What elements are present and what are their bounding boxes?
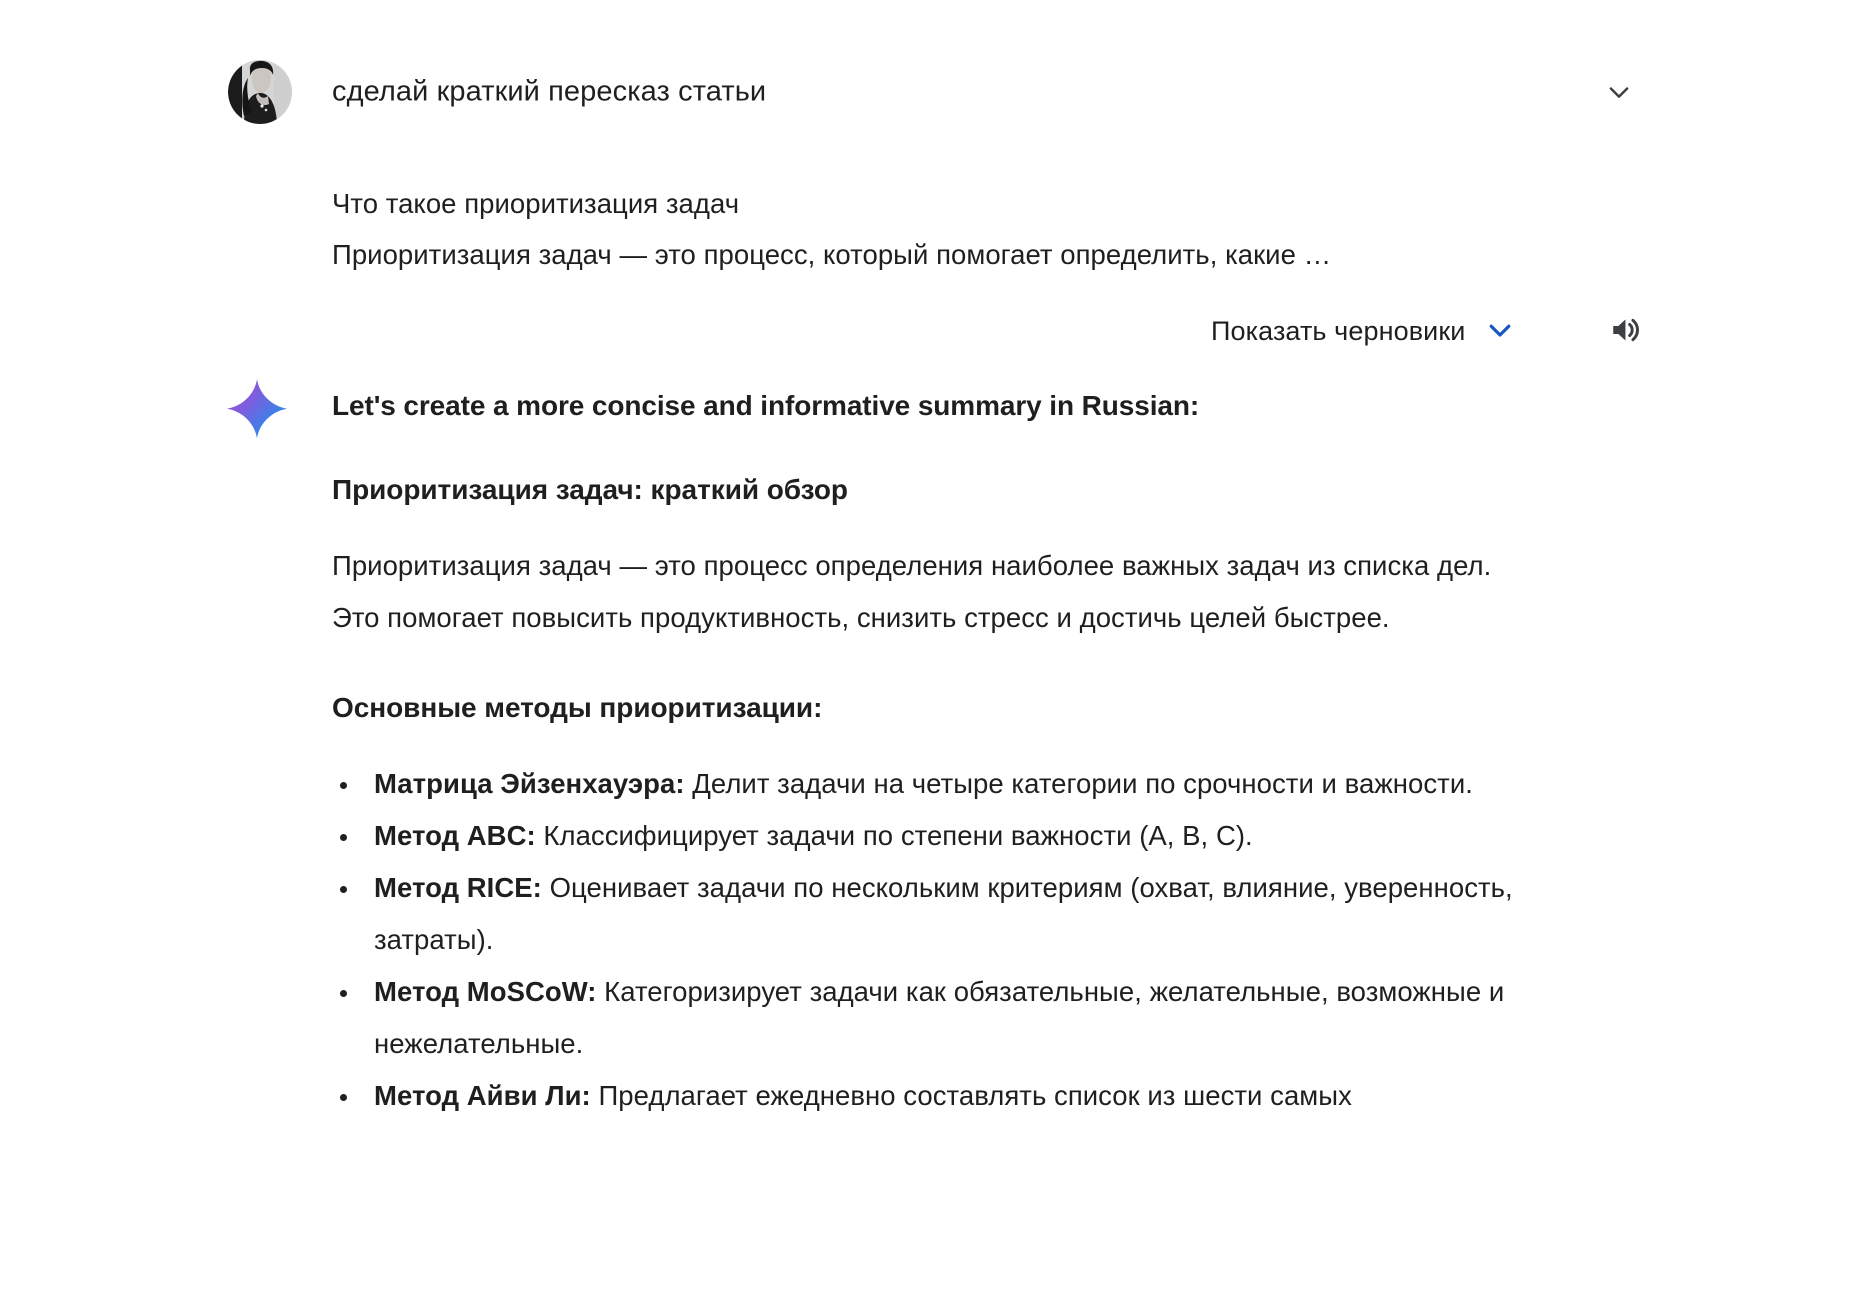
preview-line-1: Что такое приоритизация задач [332, 188, 740, 219]
method-term: Матрица Эйзенхауэра: [374, 768, 685, 799]
response-lead-heading: Let's create a more concise and informative summary in Russian: [332, 390, 1200, 421]
method-description: Предлагает ежедневно составлять список из шести самых [590, 1080, 1352, 1111]
method-description: Классифицирует задачи по степени важности (A, B, C). [535, 820, 1253, 851]
method-term: Метод ABC: [374, 820, 536, 851]
list-item [332, 758, 1592, 810]
read-aloud-button[interactable] [1600, 305, 1652, 357]
collapse-turn-button[interactable] [1596, 70, 1642, 116]
model-response [332, 386, 1592, 1122]
response-paragraph: Приоритизация задач — это процесс определения наиболее важных задач из списка дел. Это помогает повысить продуктивность, снизить стресс и достичь целей быстрее. [332, 550, 1492, 633]
speaker-volume-icon [1609, 313, 1643, 350]
response-section-heading: Приоритизация задач: краткий обзор [332, 474, 848, 505]
gemini-sparkle-icon [226, 378, 288, 440]
user-prompt-text: сделай краткий пересказ статьи [332, 75, 767, 108]
list-item [332, 1070, 1592, 1122]
methods-list [332, 758, 1592, 1122]
method-term: Метод RICE: [374, 872, 542, 903]
method-term: Метод Айви Ли: [374, 1080, 591, 1111]
response-preview [332, 178, 1632, 280]
show-drafts-label: Показать черновики [1211, 315, 1466, 346]
show-drafts-button[interactable] [1211, 305, 1515, 357]
drafts-toolbar [0, 305, 1874, 357]
method-description: Категоризирует задачи как обязательные, желательные, возможные и нежелательные. [374, 976, 1505, 1059]
method-term: Метод MoSCoW: [374, 976, 597, 1007]
chevron-down-icon [1485, 315, 1515, 348]
list-item [332, 810, 1592, 862]
method-description: Делит задачи на четыре категории по срочности и важности. [684, 768, 1473, 799]
list-item [332, 862, 1592, 966]
method-description: Оценивает задачи по нескольким критериям (охват, влияние, уверенность, затраты). [374, 872, 1513, 955]
list-item [332, 966, 1592, 1070]
chevron-down-icon [1605, 78, 1633, 109]
user-prompt-row [0, 60, 1874, 124]
preview-line-2: Приоритизация задач — это процесс, который помогает определить, какие … [332, 239, 1332, 270]
methods-heading: Основные методы приоритизации: [332, 692, 823, 723]
avatar [228, 60, 292, 124]
